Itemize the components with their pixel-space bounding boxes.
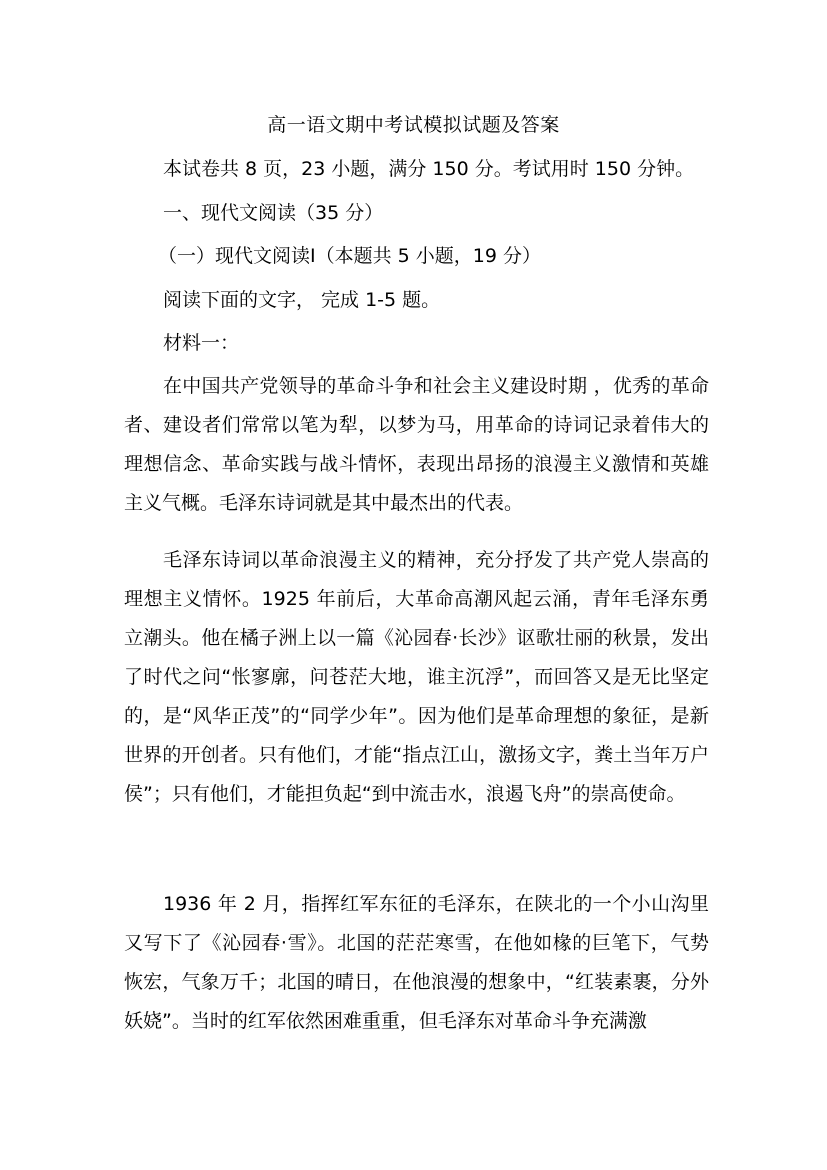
paragraph-3: 1936 年 2 月，指挥红军东征的毛泽东，在陕北的一个小山沟里又写下了《沁园春·雪》。北国的茫茫寒雪，在他如椽的巨笔下，气势恢宏，气象万千；北国的晴日，在他浪漫的想象中，“红装素裹，分外妖娆”。当时的红军依然困难重重，但毛泽东对革命斗争充满激 bbox=[124, 893, 709, 1032]
subsection-heading: （一）现代文阅读Ⅰ（本题共 5 小题，19 分） bbox=[158, 245, 541, 267]
exam-intro: 本试卷共 8 页，23 小题，满分 150 分。考试用时 150 分钟。 bbox=[163, 158, 695, 180]
paragraph-1: 在中国共产党领导的革命斗争和社会主义建设时期 ，优秀的革命者、建设者们常常以笔为犁，以梦为马，用革命的诗词记录着伟大的理想信念、革命实践与战斗情怀，表现出昂扬的浪漫主义激情和英雄主义气概。毛泽东诗词就是其中最杰出的代表。 bbox=[124, 375, 709, 514]
paragraph-2: 毛泽东诗词以革命浪漫主义的精神，充分抒发了共产党人崇高的理想主义情怀。1925 年前后，大革命高潮风起云涌，青年毛泽东勇立潮头。他在橘子洲上以一篇《沁园春·长沙》讴歌壮丽的秋景，发出了时代之问“怅寥廓，问苍茫大地，谁主沉浮”，而回答又是无比坚定的，是“风华正茂”的“同学少年”。因为他们是革命理想的象征，是新世界的开创者。只有他们，才能“指点江山，激扬文字，粪土当年万户侯”；只有他们，才能担负起“到中流击水，浪遏飞舟”的崇高使命。 bbox=[124, 549, 709, 805]
reading-instruction: 阅读下面的文字， 完成 1-5 题。 bbox=[163, 289, 441, 311]
document-title: 高一语文期中考试模拟试题及答案 bbox=[267, 114, 560, 136]
section-heading: 一、现代文阅读（35 分） bbox=[163, 202, 384, 224]
material-label: 材料一： bbox=[163, 332, 240, 354]
